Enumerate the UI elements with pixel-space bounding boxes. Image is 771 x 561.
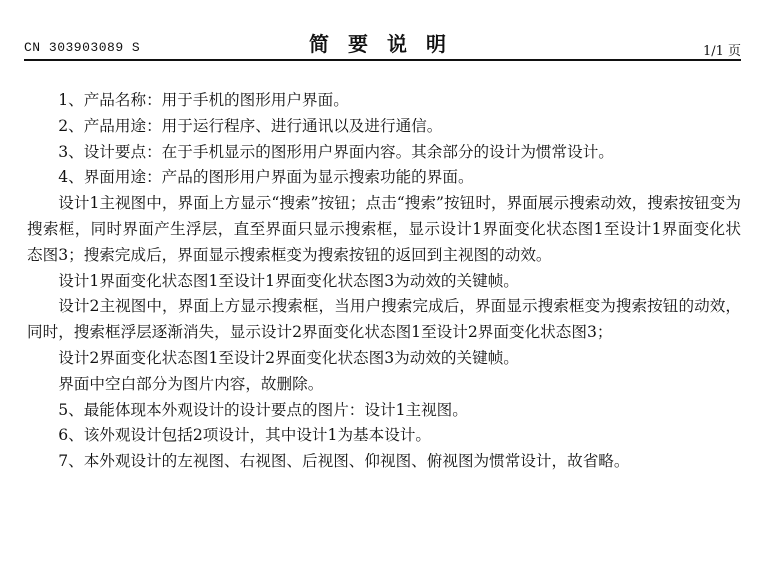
document-number: CN 303903089 S — [24, 40, 141, 55]
paragraph-blank-note: 界面中空白部分为图片内容，故删除。 — [58, 374, 324, 393]
paragraph-interface-use: 4、界面用途：产品的图形用户界面为显示搜索功能的界面。 — [58, 168, 474, 187]
page-header — [24, 26, 741, 60]
document-body — [27, 88, 741, 475]
paragraph-design1-keyframes: 设计1界面变化状态图1至设计1界面变化状态图3为动效的关键帧。 — [58, 271, 519, 290]
page-number: 1/1 页 — [702, 44, 741, 59]
paragraph-representative-view: 5、最能体现本外观设计的设计要点的图片：设计1主视图。 — [58, 400, 468, 419]
paragraph-design1-description: 设计1主视图中，界面上方显示“搜索”按钮；点击“搜索”按钮时，界面展示搜索动效，搜索按钮变为搜索框，同时界面产生浮层，直至界面只显示搜索框，显示设计1界面变化状态图1至设计1界面变化状态图3；搜索完成后，界面显示搜索框变为搜索按钮的返回到主视图的动效。 — [27, 194, 741, 264]
paragraph-product-name: 1、产品名称：用于手机的图形用户界面。 — [58, 91, 349, 109]
paragraph-product-use: 2、产品用途：用于运行程序、进行通讯以及进行通信。 — [58, 116, 443, 135]
paragraph-design-points: 3、设计要点：在于手机显示的图形用户界面内容。其余部分的设计为惯常设计。 — [58, 142, 614, 161]
paragraph-design2-description: 设计2主视图中，界面上方显示搜索框，当用户搜索完成后，界面显示搜索框变为搜索按钮的动效，同时，搜索框浮层逐渐消失，显示设计2界面变化状态图1至设计2界面变化状态图3； — [27, 297, 741, 342]
paragraph-design-count: 6、该外观设计包括2项设计，其中设计1为基本设计。 — [58, 426, 432, 445]
paragraph-design2-keyframes: 设计2界面变化状态图1至设计2界面变化状态图3为动效的关键帧。 — [58, 348, 519, 367]
document-title: 简要说明 — [309, 32, 465, 56]
header-divider — [24, 59, 741, 61]
paragraph-omitted-views: 7、本外观设计的左视图、右视图、后视图、仰视图、俯视图为惯常设计，故省略。 — [58, 452, 630, 471]
